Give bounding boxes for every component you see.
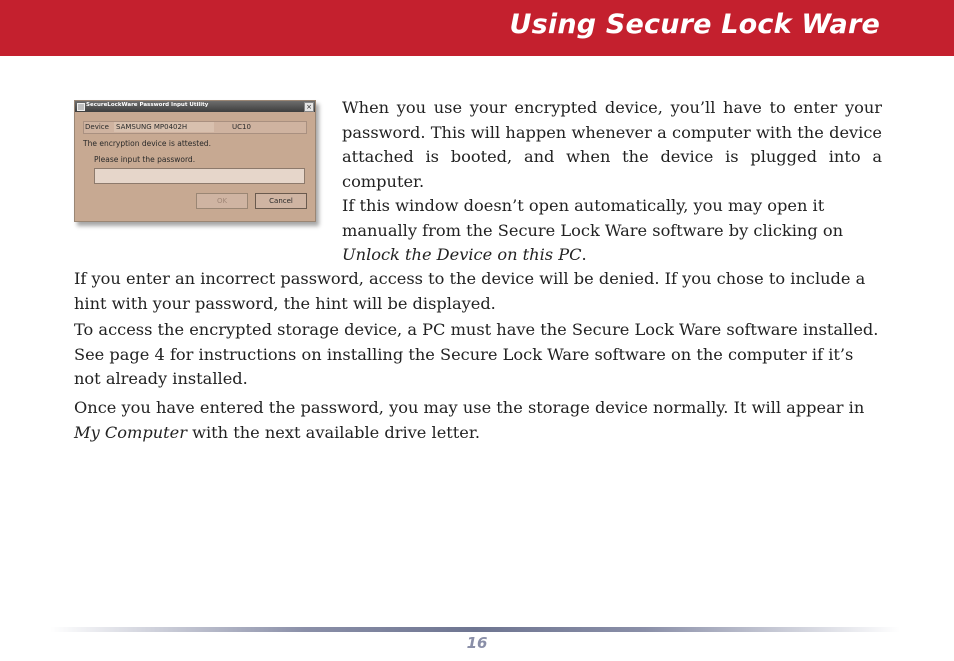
- paragraph-open-manually-text: If this window doesn’t open automatically, you may open it manually from the Secure Lock Ware software by clicking on: [342, 196, 844, 240]
- ok-button[interactable]: OK: [196, 193, 248, 209]
- paragraph-open-manually-end: .: [581, 245, 587, 264]
- paragraph-enter-password: When you use your encrypted device, you’ll have to enter your password. This will happen whenever a computer with the device attached is booted, and when the device is plugged into a computer.: [342, 98, 882, 191]
- unlock-device-menu-ref: Unlock the Device on this PC: [342, 245, 582, 264]
- password-input[interactable]: [94, 168, 305, 184]
- device-firmware: UC10: [232, 123, 251, 131]
- device-label: Device: [85, 123, 109, 131]
- header-bar: [0, 0, 954, 56]
- close-icon[interactable]: ×: [304, 102, 314, 112]
- app-icon: [77, 103, 85, 111]
- paragraph-incorrect-password: If you enter an incorrect password, access to the device will be denied. If you chose to include a hint with your password, the hint will be displayed.: [74, 269, 866, 313]
- device-row: [83, 121, 307, 134]
- paragraph-software-required: To access the encrypted storage device, a PC must have the Secure Lock Ware software installed. See page 4 for instructions on installing the Secure Lock Ware software on the computer if it’s not already installed.: [74, 320, 879, 388]
- device-name: SAMSUNG MP0402H: [116, 123, 188, 131]
- page-number: 16: [466, 634, 488, 652]
- my-computer-ref: My Computer: [74, 422, 187, 442]
- page-title: Using Secure Lock Ware: [509, 9, 880, 40]
- dialog-titlebar: [75, 101, 315, 112]
- footer-divider: [50, 627, 900, 632]
- dialog-title: SecureLockWare Password Input Utility: [86, 102, 209, 108]
- password-prompt: Please input the password.: [94, 155, 196, 164]
- attested-message: The encryption device is attested.: [83, 139, 211, 148]
- paragraph-open-manually: [342, 194, 882, 268]
- cancel-button[interactable]: Cancel: [255, 193, 307, 209]
- paragraph-use-normally: [74, 396, 874, 445]
- paragraph-use-normally-text: Once you have entered the password, you may use the storage device normally. It will appear in: [74, 398, 865, 417]
- paragraph-use-normally-end: with the next available drive letter.: [186, 422, 480, 442]
- password-dialog-screenshot: [74, 100, 316, 222]
- device-value-field: [114, 122, 214, 132]
